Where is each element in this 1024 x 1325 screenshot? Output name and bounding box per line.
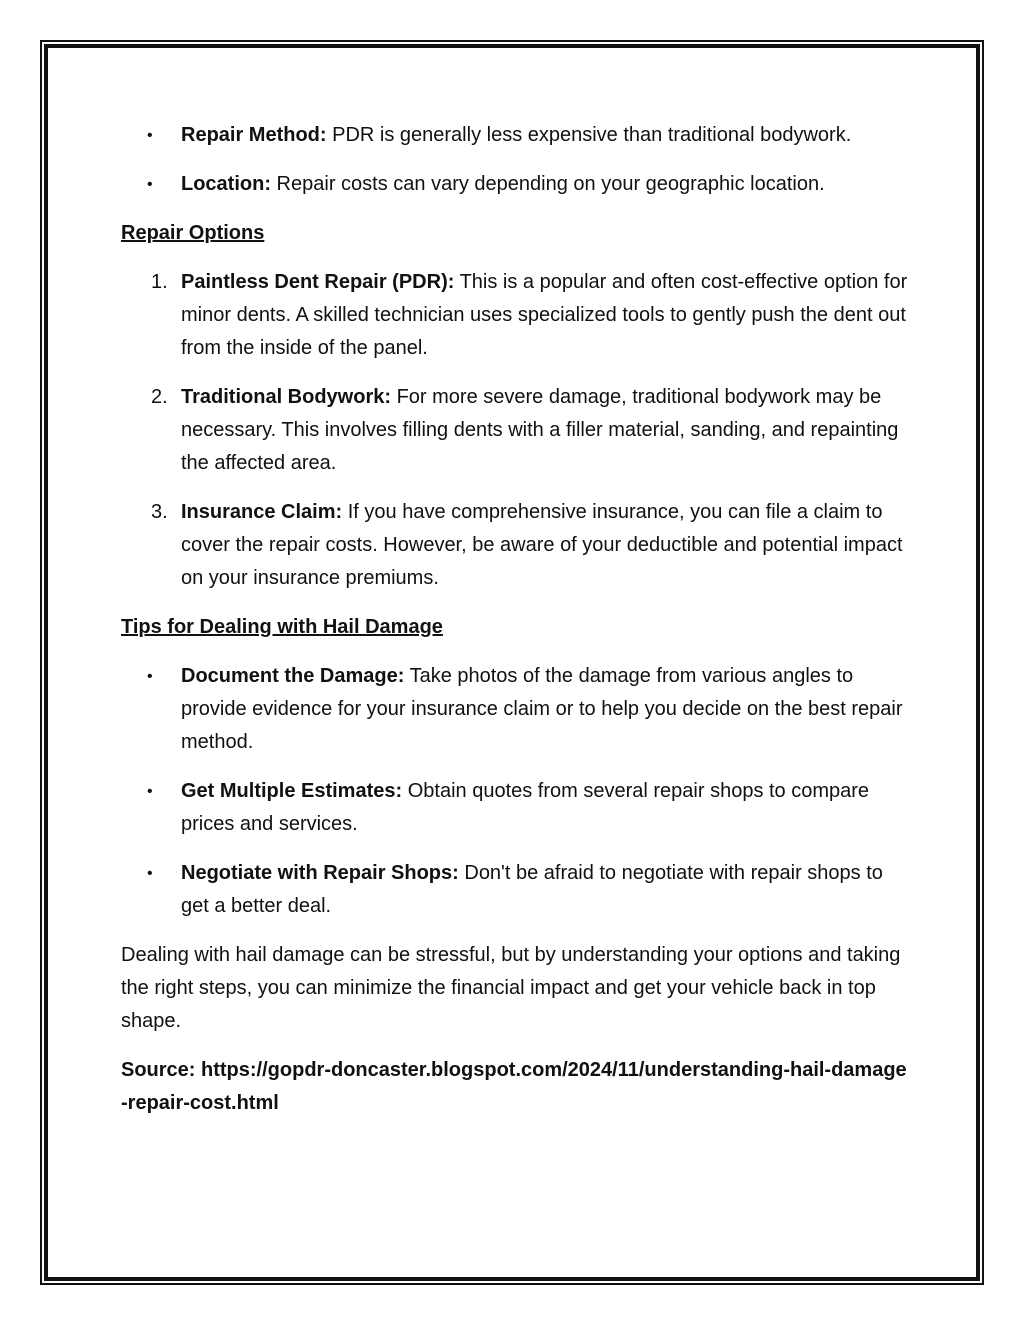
repair-options-list bbox=[121, 266, 911, 595]
tips-heading: Tips for Dealing with Hail Damage bbox=[121, 616, 443, 638]
tips-list bbox=[121, 660, 911, 923]
list-item-term: Traditional Bodywork: bbox=[181, 386, 392, 408]
repair-options-heading: Repair Options bbox=[121, 222, 265, 244]
bullet-icon: • bbox=[147, 783, 153, 800]
bullet-icon: • bbox=[147, 865, 153, 882]
list-item-term: Paintless Dent Repair (PDR): bbox=[181, 271, 455, 293]
list-item bbox=[121, 381, 911, 480]
list-item bbox=[121, 266, 911, 365]
list-item-text: Take photos of the damage from various angles to provide evidence for your insurance claim or to help you decide on the best repair method. bbox=[181, 665, 903, 753]
conclusion-paragraph: Dealing with hail damage can be stressful, but by understanding your options and taking the right steps, you can minimize the financial impact and get your vehicle back in top shape. bbox=[121, 944, 901, 1032]
list-item-text: PDR is generally less expensive than traditional bodywork. bbox=[326, 124, 852, 146]
cost-factors-list bbox=[121, 119, 911, 201]
list-item-term: Document the Damage: bbox=[181, 665, 405, 687]
list-item-term: Insurance Claim: bbox=[181, 501, 343, 523]
list-item-text: Repair costs can vary depending on your geographic location. bbox=[271, 173, 825, 195]
list-item bbox=[121, 857, 911, 923]
bullet-icon: • bbox=[147, 176, 153, 193]
list-item-term: Get Multiple Estimates: bbox=[181, 780, 403, 802]
bullet-icon: • bbox=[147, 127, 153, 144]
source-citation: Source: https://gopdr-doncaster.blogspot.com/2024/11/understanding-hail-damage-repair-cost.html bbox=[121, 1059, 907, 1114]
list-item-text: Don't be afraid to negotiate with repair shops to get a better deal. bbox=[181, 862, 883, 917]
list-item-term: Negotiate with Repair Shops: bbox=[181, 862, 459, 884]
document-body bbox=[121, 119, 911, 1120]
list-item-text: This is a popular and often cost-effective option for minor dents. A skilled technician uses specialized tools to gently push the dent out from the inside of the panel. bbox=[181, 271, 908, 359]
list-item-text: For more severe damage, traditional bodywork may be necessary. This involves filling dents with a filler material, sanding, and repainting the affected area. bbox=[181, 386, 899, 474]
list-item-number: 2. bbox=[151, 386, 168, 408]
bullet-icon: • bbox=[147, 668, 153, 685]
list-item-number: 1. bbox=[151, 271, 168, 293]
list-item-number: 3. bbox=[151, 501, 168, 523]
list-item-term: Repair Method: bbox=[181, 124, 327, 146]
list-item bbox=[121, 119, 911, 152]
list-item bbox=[121, 660, 911, 759]
list-item bbox=[121, 775, 911, 841]
list-item bbox=[121, 168, 911, 201]
list-item-text: If you have comprehensive insurance, you can file a claim to cover the repair costs. However, be aware of your deductible and potential impact on your insurance premiums. bbox=[181, 501, 903, 589]
list-item bbox=[121, 496, 911, 595]
list-item-text: Obtain quotes from several repair shops to compare prices and services. bbox=[181, 780, 870, 835]
list-item-term: Location: bbox=[181, 173, 271, 195]
